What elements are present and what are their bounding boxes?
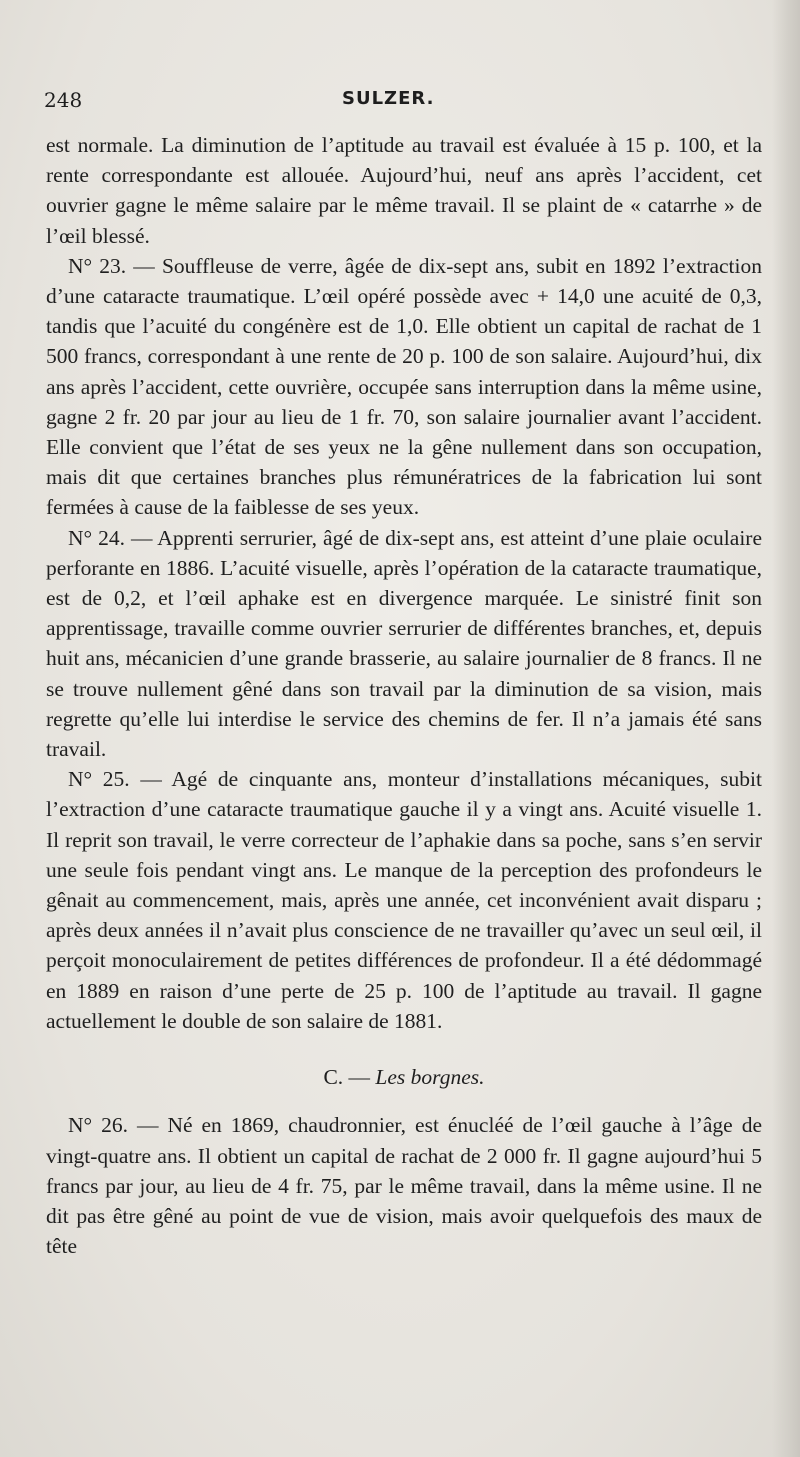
paragraph-case-25: N° 25. — Agé de cinquante ans, monteur d’installations mécaniques, subit l’extraction d’une cataracte traumatique gauche il y a vingt ans. Acuité visuelle 1. Il reprit son travail, le verre correcteur de l’aphakie dans sa poche, sans s’en servir une seule fois pendant vingt ans. Le manque de la perception des profondeurs le gênait au commencement, mais, après une année, cet inconvénient avait disparu ; après deux années il n’avait plus conscience de ne travailler qu’avec un seul œil, il perçoit monoculairement de petites différences de profondeur. Il a été dédommagé en 1889 en raison d’une perte de 25 p. 100 de l’aptitude au travail. Il gagne actuellement le double de son salaire de 1881.	[46, 767, 762, 1033]
section-heading	[46, 1062, 762, 1092]
paragraph-continuation: est normale. La diminution de l’aptitude au travail est évaluée à 15 p. 100, et la rente correspondante est allouée. Aujourd’hui, neuf ans après l’accident, cet ouvrier gagne le même salaire par le même travail. Il se plaint de « catarrhe » de l’œil blessé.	[46, 133, 762, 248]
section-letter: C. —	[323, 1065, 376, 1090]
page-header	[44, 88, 754, 118]
running-head: SULZER.	[342, 88, 435, 109]
paragraph-case-23: N° 23. — Souffleuse de verre, âgée de dix-sept ans, subit en 1892 l’extraction d’une cataracte traumatique. L’œil opéré possède avec + 14,0 une acuité de 0,3, tandis que l’acuité du congénère est de 1,0. Elle obtient un capital de rachat de 1 500 francs, correspondant à une rente de 20 p. 100 de son salaire. Aujourd’hui, dix ans après l’accident, cette ouvrière, occupée sans interruption dans la même usine, gagne 2 fr. 20 par jour au lieu de 1 fr. 70, son salaire journalier avant l’accident. Elle convient que l’état de ses yeux ne la gêne nullement dans son occupation, mais dit que certaines branches plus rémunératrices de la fabrication lui sont fermées à cause de la faiblesse de ses yeux.	[46, 253, 762, 520]
section-title: Les borgnes.	[375, 1065, 485, 1090]
page-number: 248	[44, 88, 83, 112]
page-edge-shadow	[772, 0, 800, 1457]
body-text	[46, 130, 762, 1261]
paragraph-case-24: N° 24. — Apprenti serrurier, âgé de dix-sept ans, est atteint d’une plaie oculaire perforante en 1886. L’acuité visuelle, après l’opération de la cataracte traumatique, est de 0,2, et l’œil aphake est en divergence marquée. Le sinistré finit son apprentissage, travaille comme ouvrier serrurier de différentes branches, et, depuis huit ans, mécanicien d’une grande brasserie, au salaire journalier de 8 francs. Il ne se trouve nullement gêné dans son travail par la diminution de sa vision, mais regrette qu’elle lui interdise le service des chemins de fer. Il n’a jamais été sans travail.	[46, 525, 762, 762]
paragraph-case-26: N° 26. — Né en 1869, chaudronnier, est énucléé de l’œil gauche à l’âge de vingt-quatre ans. Il obtient un capital de rachat de 2 000 fr. Il gagne aujourd’hui 5 francs par jour, au lieu de 4 fr. 75, par le même travail, dans la même usine. Il ne dit pas être gêné au point de vue de vision, mais avoir quelquefois des maux de tête	[46, 1113, 762, 1259]
